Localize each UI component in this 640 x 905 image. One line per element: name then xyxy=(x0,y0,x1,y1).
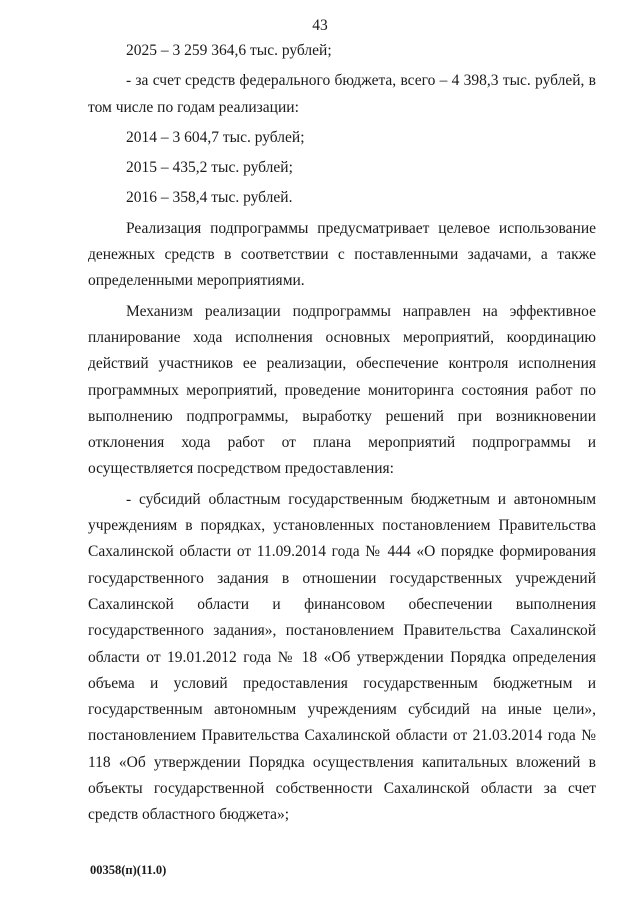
funding-line-2015: 2015 – 435,2 тыс. рублей; xyxy=(126,159,293,177)
funding-line-2016: 2016 – 358,4 тыс. рублей. xyxy=(126,189,293,207)
document-body xyxy=(88,38,596,829)
mechanism-paragraph: Механизм реализации подпрограммы направлен на эффективное планирование хода исполнения основных мероприятий, координацию действий участников ее реализации, обеспечение контроля исполнения программных мероприятий, проведение мониторинга состояния работ по выполнению подпрограммы, выработку решений при возникновении отклонения хода работ от плана мероприятий подпрограммы и осуществляется посредством предоставления: xyxy=(88,302,596,478)
implementation-paragraph: Реализация подпрограммы предусматривает целевое использование денежных средств в соответствии с поставленными задачами, а также определенными мероприятиями. xyxy=(88,219,596,290)
subsidies-paragraph: - субсидий областным государственным бюджетным и автономным учреждениям в порядках, установленных постановлением Правительства Сахалинской области от 11.09.2014 года № 444 «О порядке формирования государственного задания в отношении государственных учреждений Сахалинской области и финансовом обеспечении выполнения государственного задания», постановлением Правительства Сахалинской области от 19.01.2012 года № 18 «Об утверждении Порядка определения объема и условий предоставления государственным бюджетным и государственным автономным учреждениям субсидий на иные цели», постановлением Правительства Сахалинской области от 21.03.2014 года № 118 «Об утверждении Порядка осуществления капитальных вложений в объекты государственной собственности Сахалинской области за счет средств областного бюджета»; xyxy=(88,490,596,824)
page-number: 43 xyxy=(312,17,328,34)
document-footer-code: 00358(п)(11.0) xyxy=(90,863,167,877)
funding-line-2014: 2014 – 3 604,7 тыс. рублей; xyxy=(126,128,305,146)
federal-budget-paragraph: - за счет средств федерального бюджета, всего – 4 398,3 тыс. рублей, в том числе по годам реализации: xyxy=(88,72,596,116)
funding-line-2025: 2025 – 3 259 364,6 тыс. рублей; xyxy=(126,42,332,59)
